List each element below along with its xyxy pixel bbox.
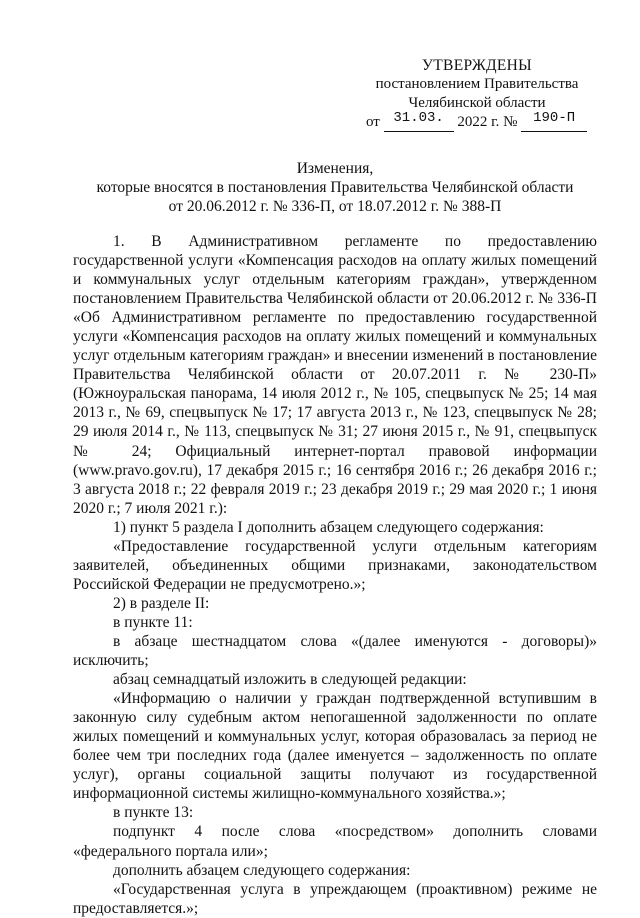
paragraph-8: «Информацию о наличии у граждан подтвержденной вступившим в законную силу судебным актом непогашенной задолженности по оплате жилых помещений и коммунальных услуг, которая образовалась за период не более чем три последних года (далее именуется – задолженность по оплате услуг), органы социальной защиты получают из государственной информационной системы жилищно-коммунального хозяйства.»;: [73, 690, 597, 803]
approval-number-handwritten: 190-П: [533, 110, 576, 126]
heading-line-2: которые вносятся в постановления Правительства Челябинской области: [96, 179, 574, 196]
document-heading: [70, 159, 600, 216]
paragraph-4: 2) в разделе II:: [113, 594, 210, 612]
paragraph-6: в абзаце шестнадцатом слова «(далее именуются - договоры)» исключить;: [73, 632, 597, 670]
paragraph-9: в пункте 13:: [113, 804, 194, 822]
heading-line-3: от 20.06.2012 г. № 336-П, от 18.07.2012 г. № 388-П: [168, 198, 502, 215]
heading-line-1: Изменения,: [296, 160, 374, 177]
approval-year-text: 2022 г. №: [457, 114, 518, 130]
approval-stamp: [352, 56, 602, 132]
paragraph-12: «Государственная услуга в упреждающем (проактивном) режиме не предоставляется.»;: [73, 880, 597, 917]
approval-title: УТВЕРЖДЕНЫ: [422, 57, 532, 74]
paragraph-2: 1) пункт 5 раздела I дополнить абзацем следующего содержания:: [113, 518, 544, 536]
approval-date-line: [352, 110, 602, 132]
approval-from-prefix: от: [366, 114, 380, 130]
paragraph-11: дополнить абзацем следующего содержания:: [113, 861, 411, 879]
paragraph-3: «Предоставление государственной услуги отдельным категориям заявителей, объединенных общими признаками, законодательством Российской Федерации не предусмотрено.»;: [73, 537, 597, 593]
paragraph-5: в пункте 11:: [113, 613, 193, 631]
paragraph-7: абзац семнадцатый изложить в следующей редакции:: [113, 671, 467, 689]
approval-date-field: [384, 110, 454, 132]
paragraph-10: подпункт 4 после слова «посредством» дополнить словами «федерального портала или»;: [73, 823, 597, 860]
approval-number-field: [521, 110, 587, 132]
approval-line-1: постановлением Правительства: [375, 76, 579, 92]
document-body: [73, 232, 597, 918]
approval-line-2: Челябинской области: [408, 95, 546, 111]
paragraph-1: 1. В Административном регламенте по предоставлению государственной услуги «Компенсация расходов на оплату жилых помещений и коммунальных услуг отдельным категориям граждан», утвержденном постановлением Правительства Челябинской области от 20.06.2012 г. № 336-П «Об Административном регламенте по предоставлению государственной услуги «Компенсация расходов на оплату жилых помещений и коммунальных услуг отдельным категориям граждан» и внесении изменений в постановление Правительства Челябинской области от 20.07.2011 г. № 230-П» (Южноуральская панорама, 14 июля 2012 г., № 105, спецвыпуск № 25; 14 мая 2013 г., № 69, спецвыпуск № 17; 17 августа 2013 г., № 123, спецвыпуск № 28; 29 июля 2014 г., № 113, спецвыпуск № 31; 27 июня 2015 г., № 91, спецвыпуск № 24; Официальный интернет-портал правовой информации (www.pravo.gov.ru), 17 декабря 2015 г.; 16 сентября 2016 г.; 26 декабря 2016 г.; 3 августа 2018 г.; 22 февраля 2019 г.; 23 декабря 2019 г.; 29 мая 2020 г.; 1 июня 2020 г.; 7 июля 2021 г.):: [73, 233, 597, 517]
approval-date-handwritten: 31.03.: [393, 110, 444, 126]
